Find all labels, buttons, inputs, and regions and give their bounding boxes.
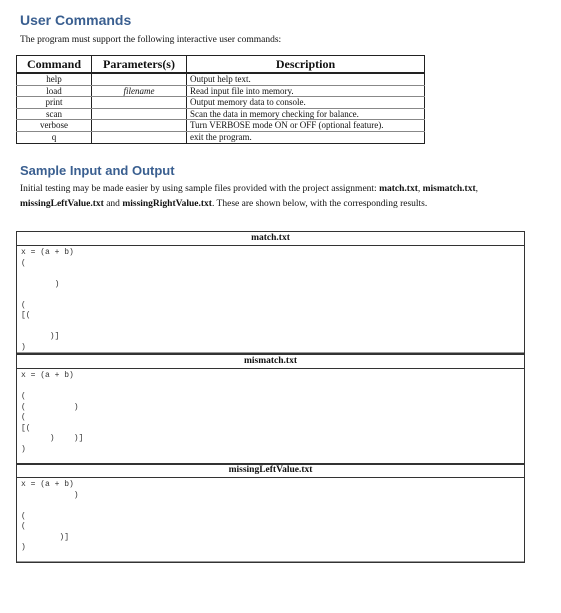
header-description: Description	[187, 56, 425, 74]
table-row	[17, 85, 425, 97]
parameter-cell: filename	[92, 85, 187, 97]
table-row	[17, 120, 425, 132]
mismatch-file-box	[16, 354, 525, 465]
parameter-cell	[92, 97, 187, 109]
description-cell: Output memory data to console.	[187, 97, 425, 109]
filename-missing-right: missingRightValue.txt	[122, 199, 212, 209]
match-file-box	[16, 231, 525, 354]
sample-paragraph	[20, 182, 510, 212]
header-parameters: Parameters(s)	[92, 56, 187, 74]
description-cell: exit the program.	[187, 131, 425, 143]
commands-header-row	[17, 56, 425, 74]
file-content: x = (a + b) ) ( ( )] )	[21, 480, 79, 552]
separator: and	[103, 199, 123, 209]
description-cell: Turn VERBOSE mode ON or OFF (optional feature).	[187, 120, 425, 132]
filename-mismatch: mismatch.txt	[422, 184, 476, 194]
file-content-area	[17, 246, 524, 353]
description-cell: Read input file into memory.	[187, 85, 425, 97]
parameter-cell	[92, 131, 187, 143]
parameter-cell	[92, 73, 187, 85]
parameter-cell	[92, 120, 187, 132]
table-row	[17, 108, 425, 120]
separator: ,	[417, 184, 423, 194]
table-row	[17, 73, 425, 85]
user-commands-intro: The program must support the following interactive user commands:	[20, 35, 282, 45]
file-title: mismatch.txt	[17, 355, 524, 369]
missing-left-value-file-box	[16, 463, 525, 563]
file-content: x = (a + b) ( ( ) ( [( ) )] )	[21, 371, 84, 454]
command-cell: help	[17, 73, 92, 85]
user-commands-heading: User Commands	[20, 12, 132, 28]
filename-match: match.txt	[379, 184, 418, 194]
file-content: x = (a + b) ( ) ( [( )] )	[21, 248, 74, 352]
para-text: Initial testing may be made easier by using sample files provided with the project assignment:	[20, 184, 380, 194]
parameter-cell	[92, 108, 187, 120]
command-cell: scan	[17, 108, 92, 120]
command-cell: verbose	[17, 120, 92, 132]
command-cell: print	[17, 97, 92, 109]
description-cell: Output help text.	[187, 73, 425, 85]
filename-missing-left: missingLeftValue.txt	[20, 199, 104, 209]
header-command: Command	[17, 56, 92, 74]
command-cell: q	[17, 131, 92, 143]
file-title: missingLeftValue.txt	[17, 464, 524, 478]
command-cell: load	[17, 85, 92, 97]
separator: ,	[475, 184, 479, 194]
table-row	[17, 131, 425, 143]
para-text: . These are shown below, with the corresponding results.	[211, 199, 428, 209]
description-cell: Scan the data in memory checking for balance.	[187, 108, 425, 120]
table-row	[17, 97, 425, 109]
commands-table	[16, 55, 425, 144]
file-content-area	[17, 478, 524, 562]
file-title: match.txt	[17, 232, 524, 246]
sample-heading: Sample Input and Output	[20, 163, 175, 178]
file-content-area	[17, 369, 524, 464]
